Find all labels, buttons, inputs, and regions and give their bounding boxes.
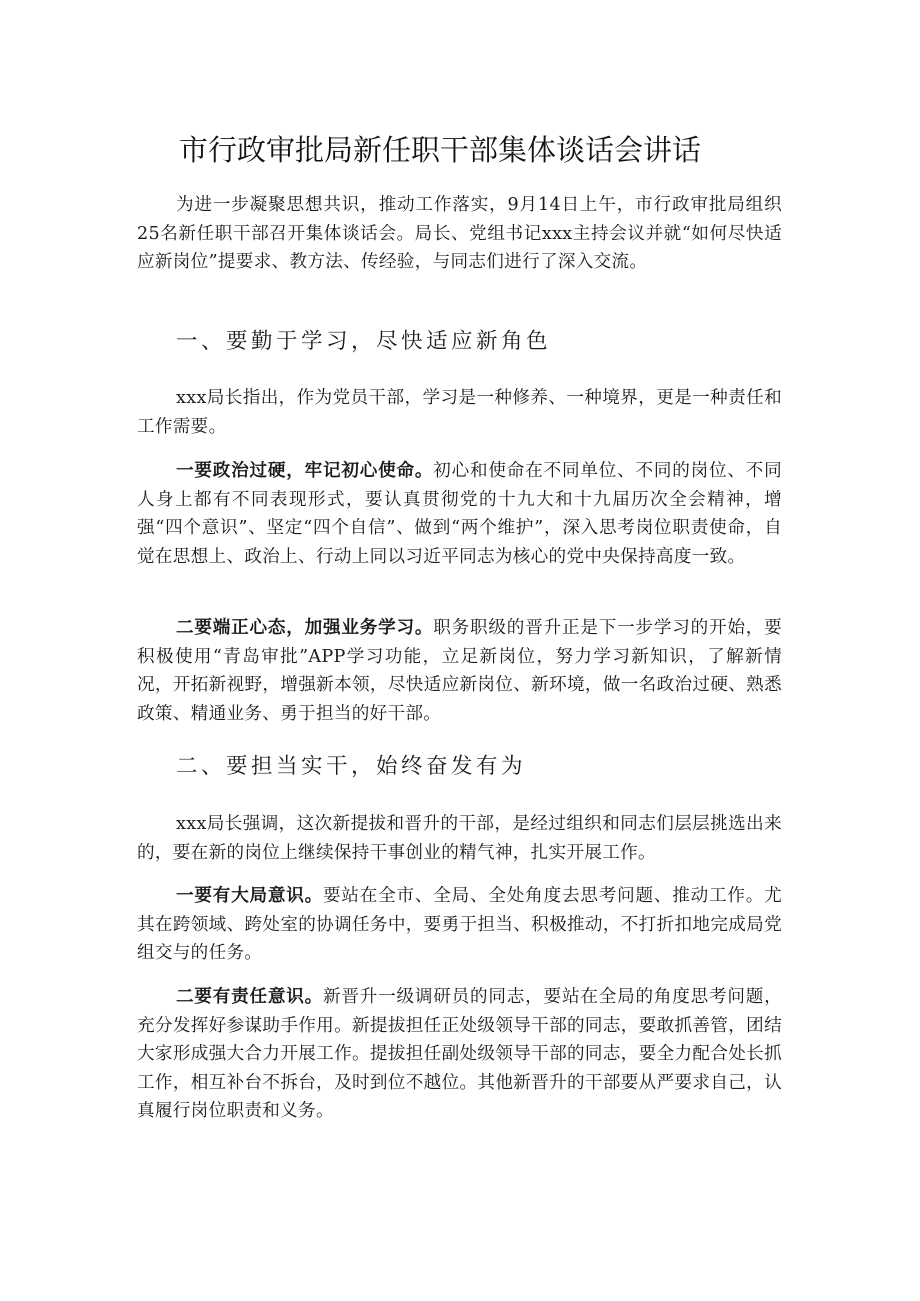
section-2-point-2 [137,983,782,1126]
document-title: 市行政审批局新任职干部集体谈话会讲话 [178,133,701,167]
section-2-point-1-lead: 一要有大局意识。 [176,886,324,906]
section-1-point-2-text: 职务职级的晋升正是下一步学习的开始，要积极使用“青岛审批”APP学习功能，立足新岗位，努力学习新知识，了解新情况，开拓新视野，增强新本领，尽快适应新岗位、新环境，做一名政治过硬、熟悉政策、精通业务、勇于担当的好干部。 [137,618,782,724]
section-2-point-2-text: 新晋升一级调研员的同志，要站在全局的角度思考问题，充分发挥好参谋助手作用。新提拔担任正处级领导干部的同志，要敢抓善管，团结大家形成强大合力开展工作。提拔担任副处级领导干部的同志，要全力配合处长抓工作，相互补台不拆台，及时到位不越位。其他新晋升的干部要从严要求自己，认真履行岗位职责和义务。 [137,987,782,1121]
section-1-heading: 一、要勤于学习，尽快适应新角色 [176,329,552,354]
section-2-point-1 [137,882,782,968]
section-1-intro-paragraph: xxx局长指出，作为党员干部，学习是一种修养、一种境界，更是一种责任和工作需要。 [137,388,782,437]
section-1-point-1-lead: 一要政治过硬，牢记初心使命。 [176,461,434,481]
section-2-point-1-text: 要站在全市、全局、全处角度去思考问题、推动工作。尤其在跨领域、跨处室的协调任务中，要勇于担当、积极推动，不打折扣地完成局党组交与的任务。 [137,886,782,963]
section-1-point-2-lead: 二要端正心态，加强业务学习。 [176,618,434,638]
section-2-heading: 二、要担当实干，始终奋发有为 [176,754,527,779]
section-1-point-1-text: 初心和使命在不同单位、不同的岗位、不同人身上都有不同表现形式，要认真贯彻党的十九大和十九届历次全会精神，增强“四个意识”、坚定“四个自信”、做到“两个维护”，深入思考岗位职责使命，自觉在思想上、政治上、行动上同以习近平同志为核心的党中央保持高度一致。 [137,461,782,567]
section-2-intro-paragraph: xxx局长强调，这次新提拔和晋升的干部，是经过组织和同志们层层挑选出来的，要在新的岗位上继续保持干事创业的精气神，扎实开展工作。 [137,814,782,863]
section-1-point-1 [137,457,782,571]
section-1-point-2 [137,614,782,728]
intro-paragraph: 为进一步凝聚思想共识，推动工作落实，9月14日上午，市行政审批局组织25名新任职干部召开集体谈话会。局长、党组书记xxx主持会议并就“如何尽快适应新岗位”提要求、教方法、传经验，与同志们进行了深入交流。 [137,195,782,272]
section-2-point-2-lead: 二要有责任意识。 [176,987,324,1007]
